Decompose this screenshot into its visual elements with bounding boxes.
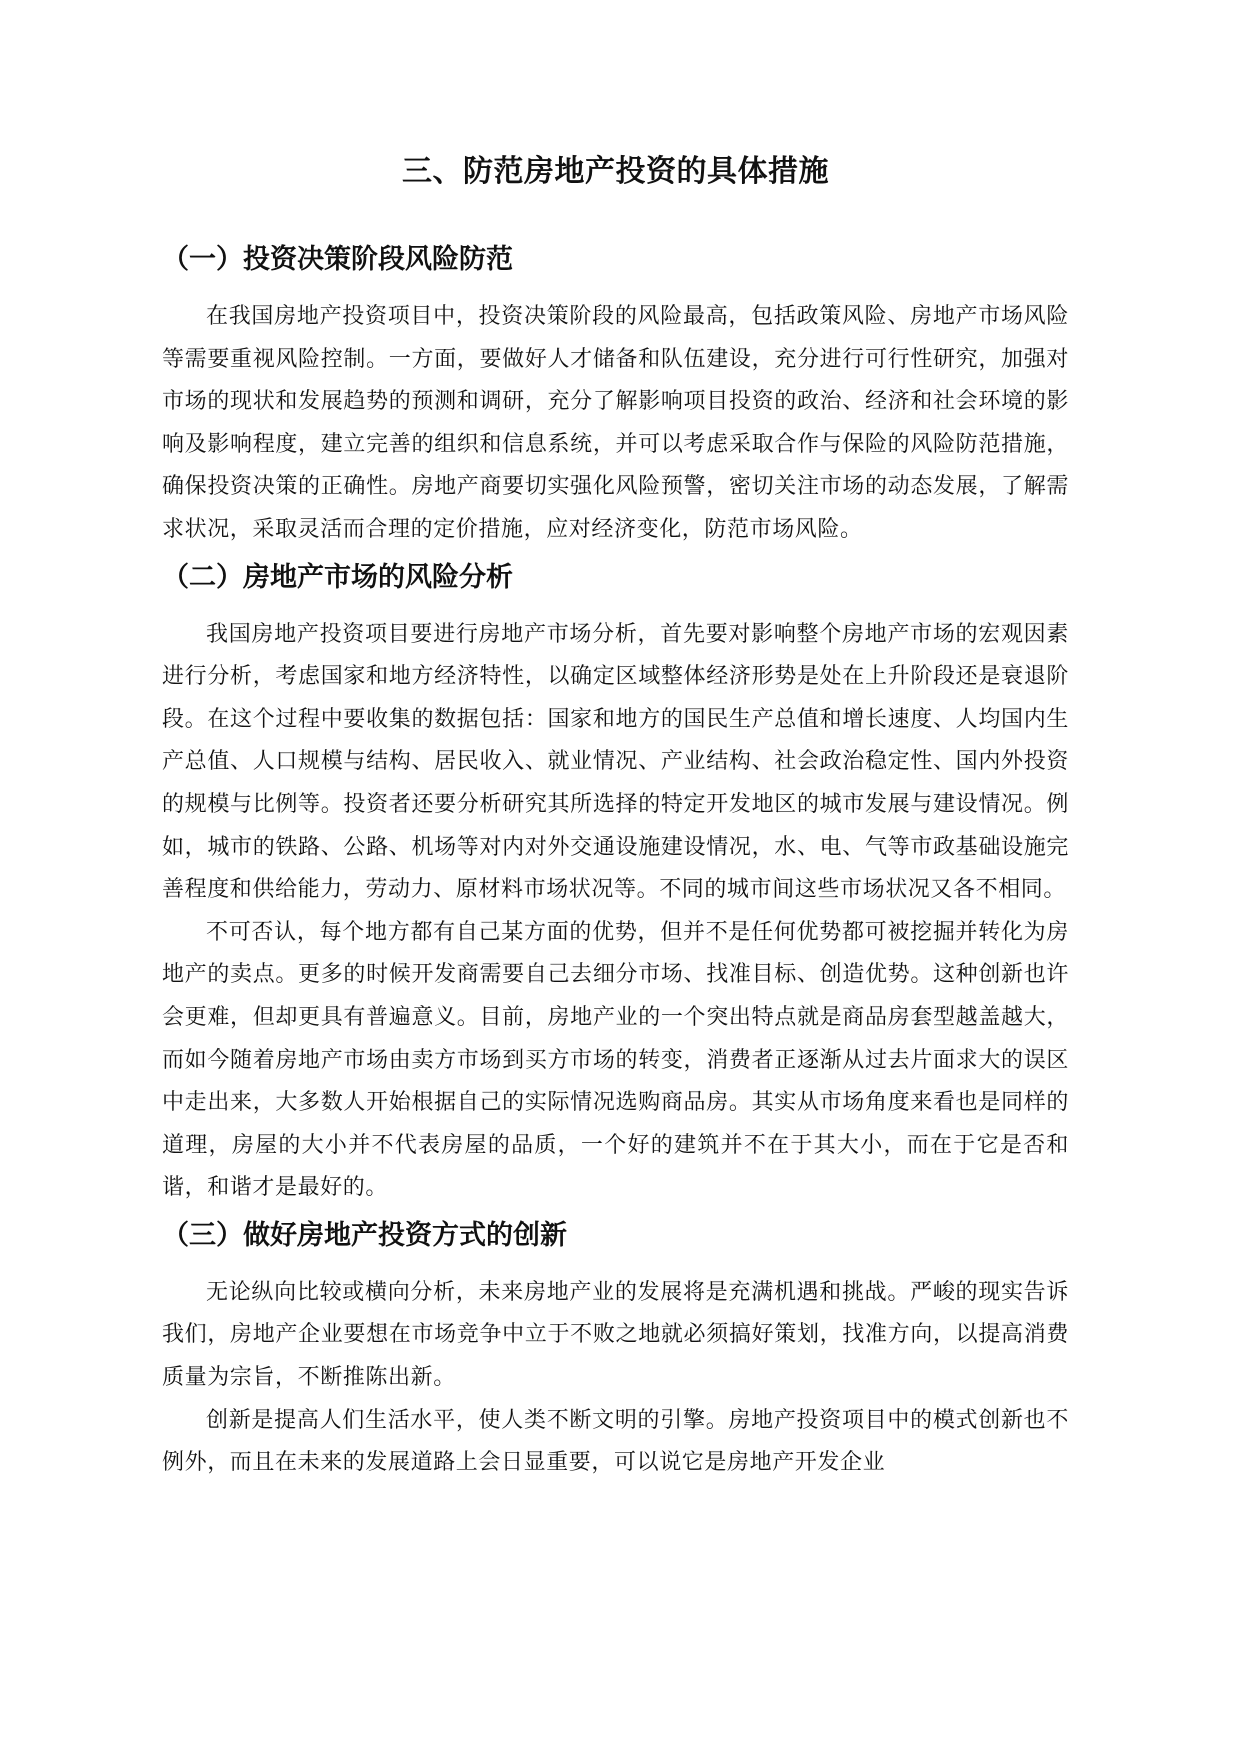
section-heading: （一）投资决策阶段风险防范	[162, 244, 513, 275]
paragraph: 在我国房地产投资项目中，投资决策阶段的风险最高，包括政策风险、房地产市场风险等需要重视风险控制。一方面，要做好人才储备和队伍建设，充分进行可行性研究，加强对市场的现状和发展趋势的预测和调研，充分了解影响项目投资的政治、经济和社会环境的影响及影响程度，建立完善的组织和信息系统，并可以考虑采取合作与保险的风险防范措施，确保投资决策的正确性。房地产商要切实强化风险预警，密切关注市场的动态发展，了解需求状况，采取灵活而合理的定价措施，应对经济变化，防范市场风险。	[162, 304, 1069, 542]
section-3	[162, 1216, 1069, 1485]
section-1	[162, 240, 1069, 552]
paragraph: 创新是提高人们生活水平，使人类不断文明的引擎。房地产投资项目中的模式创新也不例外，而且在未来的发展道路上会日显重要，可以说它是房地产开发企业	[162, 1407, 1069, 1476]
section-heading: （三）做好房地产投资方式的创新	[162, 1219, 567, 1251]
section-heading: （二）房地产市场的风险分析	[162, 561, 513, 593]
section-2	[162, 558, 1069, 1210]
paragraph: 我国房地产投资项目要进行房地产市场分析，首先要对影响整个房地产市场的宏观因素进行分析，考虑国家和地方经济特性，以确定区域整体经济形势是处在上升阶段还是衰退阶段。在这个过程中要收集的数据包括：国家和地方的国民生产总值和增长速度、人均国内生产总值、人口规模与结构、居民收入、就业情况、产业结构、社会政治稳定性、国内外投资的规模与比例等。投资者还要分析研究其所选择的特定开发地区的城市发展与建设情况。例如，城市的铁路、公路、机场等对内对外交通设施建设情况，水、电、气等市政基础设施完善程度和供给能力，劳动力、原材料市场状况等。不同的城市间这些市场状况又各不相同。	[162, 621, 1069, 903]
paragraph: 不可否认，每个地方都有自己某方面的优势，但并不是任何优势都可被挖掘并转化为房地产的卖点。更多的时候开发商需要自己去细分市场、找准目标、创造优势。这种创新也许会更难，但却更具有普遍意义。目前，房地产业的一个突出特点就是商品房套型越盖越大，而如今随着房地产市场由卖方市场到买方市场的转变，消费者正逐渐从过去片面求大的误区中走出来，大多数人开始根据自己的实际情况选购商品房。其实从市场角度来看也是同样的道理，房屋的大小并不代表房屋的品质，一个好的建筑并不在于其大小，而在于它是否和谐，和谐才是最好的。	[162, 919, 1069, 1201]
page-title: 三、防范房地产投资的具体措施	[402, 154, 829, 189]
paragraph: 无论纵向比较或横向分析，未来房地产业的发展将是充满机遇和挑战。严峻的现实告诉我们，房地产企业要想在市场竞争中立于不败之地就必须搞好策划，找准方向，以提高消费质量为宗旨，不断推陈出新。	[162, 1279, 1069, 1391]
document-page	[162, 150, 1069, 1487]
